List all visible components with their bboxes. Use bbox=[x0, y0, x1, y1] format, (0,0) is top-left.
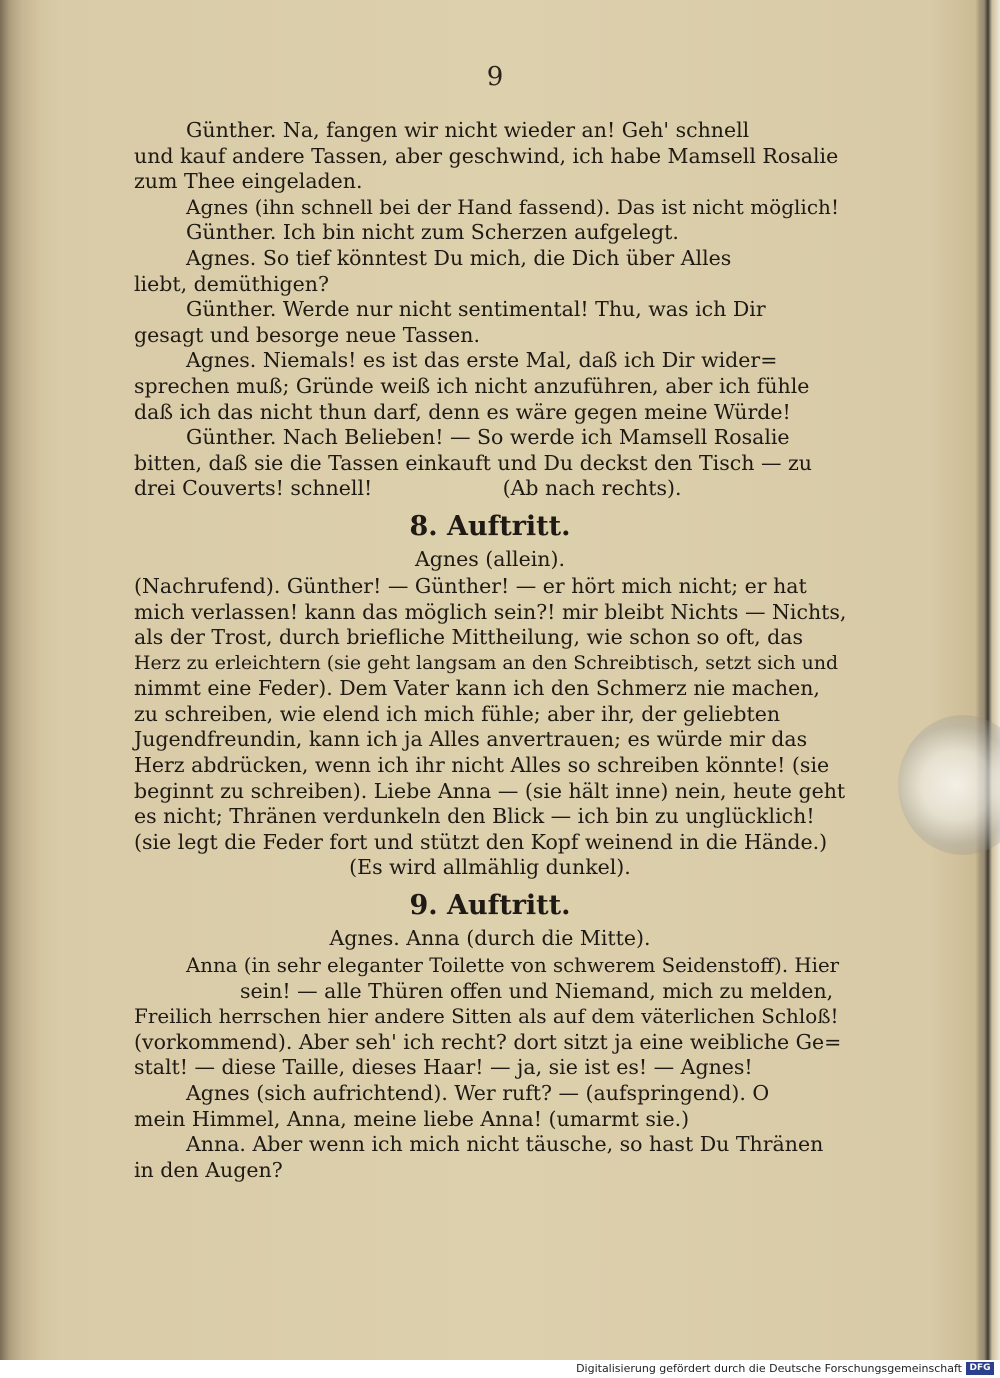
text-line: (sie legt die Feder fort und stützt den Kopf weinend in die Hände.) bbox=[134, 829, 828, 854]
text-line: (Nachrufend). Günther! — Günther! — er hört mich nicht; er hat bbox=[134, 573, 807, 598]
text-line: Günther. Ich bin nicht zum Scherzen aufgelegt. bbox=[186, 220, 679, 245]
book-gutter bbox=[0, 0, 38, 1360]
text-line: Agnes (ihn schnell bei der Hand fassend). Das ist nicht möglich! bbox=[186, 194, 839, 219]
footer-bar bbox=[0, 1360, 1000, 1378]
text-line: beginnt zu schreiben). Liebe Anna — (sie hält inne) nein, heute geht bbox=[134, 778, 846, 803]
text-line: und kauf andere Tassen, aber geschwind, ich habe Mamsell Rosalie bbox=[134, 143, 839, 168]
text-line: sein! — alle Thüren offen und Niemand, mich zu melden, bbox=[240, 978, 834, 1003]
text-line: nimmt eine Feder). Dem Vater kann ich den Schmerz nie machen, bbox=[134, 676, 820, 701]
scene-characters: Agnes (allein). bbox=[414, 546, 566, 571]
scene-heading: 8. Auftritt. bbox=[409, 510, 571, 542]
dfg-logo: DFG bbox=[966, 1362, 994, 1375]
glass-clip bbox=[898, 715, 1000, 855]
text-line: stalt! — diese Taille, dieses Haar! — ja, sie ist es! — Agnes! bbox=[134, 1055, 753, 1080]
footer-credit: Digitalisierung gefördert durch die Deutsche Forschungsgemeinschaft bbox=[576, 1362, 962, 1375]
text-line: (vorkommend). Aber seh' ich recht? dort sitzt ja eine weibliche Ge= bbox=[134, 1029, 842, 1054]
text-line: Jugendfreundin, kann ich ja Alles anvertrauen; es würde mir das bbox=[134, 727, 808, 752]
text-line: Günther. Na, fangen wir nicht wieder an! Geh' schnell bbox=[186, 118, 750, 142]
text-line: Anna. Aber wenn ich mich nicht täusche, so hast Du Thränen bbox=[186, 1132, 824, 1157]
text-line: drei Couverts! schnell! (Ab nach rechts). bbox=[134, 476, 682, 501]
scene-heading: 9. Auftritt. bbox=[409, 890, 571, 922]
text-line: mich verlassen! kann das möglich sein?! mir bleibt Nichts — Nichts, bbox=[134, 599, 847, 624]
text-line: Günther. Nach Belieben! — So werde ich Mamsell Rosalie bbox=[186, 425, 790, 450]
text-line: Herz zu erleichtern (sie geht langsam an den Schreibtisch, setzt sich und bbox=[134, 651, 839, 674]
text-line: Agnes. So tief könntest Du mich, die Dich über Alles bbox=[186, 245, 732, 270]
text-block bbox=[134, 118, 846, 1183]
text-line: gesagt und besorge neue Tassen. bbox=[134, 322, 480, 347]
page-edge bbox=[976, 0, 1000, 1360]
scene-characters: Agnes. Anna (durch die Mitte). bbox=[329, 926, 651, 951]
text-line: zum Thee eingeladen. bbox=[134, 169, 363, 194]
text-line: in den Augen? bbox=[134, 1157, 283, 1182]
text-line: liebt, demüthigen? bbox=[134, 271, 329, 296]
text-line: mein Himmel, Anna, meine liebe Anna! (umarmt sie.) bbox=[134, 1106, 690, 1131]
page-number: 9 bbox=[486, 62, 504, 92]
text-line: Herz abdrücken, wenn ich ihr nicht Alles so schreiben könnte! (sie bbox=[134, 753, 830, 778]
text-line: zu schreiben, wie elend ich mich fühle; aber ihr, der geliebten bbox=[134, 701, 781, 726]
text-line: Anna (in sehr eleganter Toilette von schwerem Seidenstoff). Hier bbox=[186, 954, 840, 978]
text-line: es nicht; Thränen verdunkeln den Blick — ich bin zu unglücklich! bbox=[134, 804, 815, 829]
text-line: als der Trost, durch briefliche Mittheilung, wie schon so oft, das bbox=[134, 625, 803, 650]
text-line: daß ich das nicht thun darf, denn es wäre gegen meine Würde! bbox=[134, 399, 791, 424]
stage-direction: (Es wird allmählig dunkel). bbox=[349, 855, 631, 880]
text-line: bitten, daß sie die Tassen einkauft und Du deckst den Tisch — zu bbox=[134, 450, 812, 475]
text-line: Freilich herrschen hier andere Sitten als auf dem väterlichen Schloß! bbox=[134, 1005, 839, 1029]
text-line: Agnes. Niemals! es ist das erste Mal, daß ich Dir wider= bbox=[186, 348, 778, 373]
text-line: sprechen muß; Gründe weiß ich nicht anzuführen, aber ich fühle bbox=[134, 373, 810, 398]
text-line: Agnes (sich aufrichtend). Wer ruft? — (aufspringend). O bbox=[186, 1081, 770, 1105]
text-line: Günther. Werde nur nicht sentimental! Thu, was ich Dir bbox=[186, 297, 766, 322]
